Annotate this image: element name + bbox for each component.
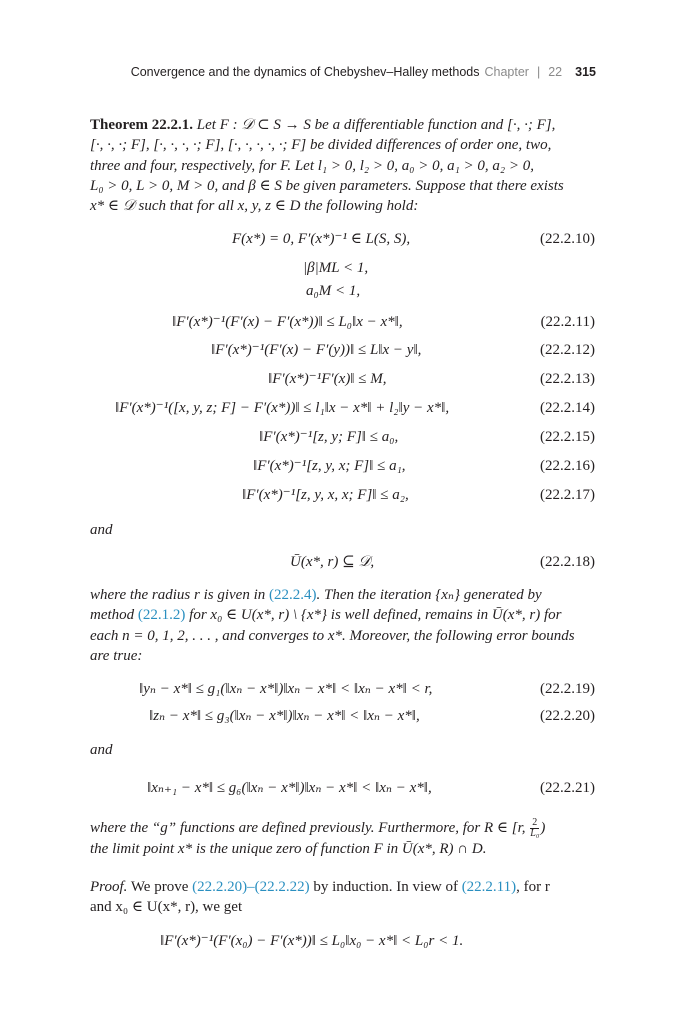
equation-22-2-13 — [90, 369, 595, 389]
ref-22-2-22[interactable]: (22.2.22) — [254, 879, 310, 895]
equation-number: (22.2.12) — [540, 342, 595, 358]
equation-22-2-21 — [90, 778, 595, 798]
equation-formula: ‖F′(x*)⁻¹(F′(x) − F′(y))‖ ≤ L‖x − y‖, — [211, 342, 422, 358]
final-line-1: where the “g” functions are defined previously. Furthermore, for R ∈ [r, $\frac{2}{\text{L₀}}$ ) — [90, 817, 546, 840]
equation-number: (22.2.17) — [540, 487, 595, 503]
equation-number: (22.2.13) — [540, 371, 595, 387]
equation-formula: ‖F′(x*)⁻¹([x, y, z; F] − F′(x*))‖ ≤ l₁‖x − x*‖ + l₂‖y − x*‖, — [115, 400, 450, 416]
equation-formula: ‖zₙ − x*‖ ≤ g₃(‖xₙ − x*‖)‖xₙ − x*‖ < ‖xₙ − x*‖, — [149, 708, 420, 724]
proof-line-2: and x₀ ∈ U(x*, r), we get — [90, 899, 243, 916]
equation-formula: ‖F′(x*)⁻¹F′(x)‖ ≤ M, — [268, 371, 387, 387]
proof-line-1: Proof. We prove (22.2.20)–(22.2.22) by induction. In view of (22.2.11), for r — [90, 879, 550, 895]
ref-22-1-2[interactable]: (22.1.2) — [137, 607, 186, 624]
equation-formula: ‖F′(x*)⁻¹(F′(x₀) − F′(x*))‖ ≤ L₀‖x₀ − x*‖ < L₀r < 1. — [160, 933, 464, 949]
equation-number: (22.2.10) — [540, 231, 595, 247]
equation-22-2-10 — [90, 229, 595, 249]
page-number: 315 — [575, 65, 596, 79]
and-connector-1: and — [90, 522, 113, 538]
equation-22-2-20 — [90, 706, 595, 726]
equation-a0-condition — [90, 281, 595, 301]
theorem-line-5: x* ∈ 𝒟 such that for all x, y, z ∈ D the following hold: — [90, 198, 419, 215]
theorem-conclusion — [90, 585, 595, 666]
proof-equation — [90, 931, 595, 951]
equation-number: (22.2.16) — [540, 458, 595, 474]
equation-number: (22.2.18) — [540, 554, 595, 570]
proof-label: Proof. — [90, 879, 128, 895]
equation-formula: ‖F′(x*)⁻¹[z, y, x; F]‖ ≤ a₁, — [253, 458, 406, 474]
ref-22-2-11[interactable]: (22.2.11) — [461, 879, 517, 895]
equation-number: (22.2.19) — [540, 681, 595, 697]
equation-22-2-19 — [90, 679, 595, 699]
equation-22-2-12 — [90, 340, 595, 360]
equation-formula: ‖xₙ₊₁ − x*‖ ≤ g₆(‖xₙ − x*‖)‖xₙ − x*‖ < ‖xₙ − x*‖, — [147, 780, 432, 796]
equation-22-2-17 — [90, 485, 595, 505]
conclusion-line-1: where the radius r is given in (22.2.4). Then the iteration {xₙ} generated by — [90, 587, 542, 603]
chapter-number: 22 — [548, 65, 563, 79]
theorem-statement — [90, 115, 595, 216]
theorem-line-1 — [90, 115, 595, 135]
equation-22-2-16 — [90, 456, 595, 476]
and-connector-2: and — [90, 742, 113, 758]
equation-number: (22.2.20) — [540, 708, 595, 724]
equation-formula: ‖yₙ − x*‖ ≤ g₁(‖xₙ − x*‖)‖xₙ − x*‖ < ‖xₙ − x*‖ < r, — [139, 681, 433, 697]
equation-formula: ‖F′(x*)⁻¹(F′(x) − F′(x*))‖ ≤ L₀‖x − x*‖, — [172, 314, 403, 330]
equation-22-2-11 — [90, 312, 595, 332]
header-separator: | — [536, 65, 541, 79]
ref-22-2-20[interactable]: (22.2.20) — [192, 879, 248, 895]
theorem-text: Let F : 𝒟 ⊂ S → S be a differentiable function and [·, ·; F], — [196, 117, 556, 133]
theorem-final-paragraph — [90, 818, 595, 859]
theorem-line-4: L₀ > 0, L > 0, M > 0, and β ∈ S be given parameters. Suppose that there exists — [90, 177, 564, 194]
running-title: Convergence and the dynamics of Chebyshev–Halley methods — [130, 65, 480, 79]
equation-beta-condition — [90, 258, 595, 278]
final-line-2: the limit point x* is the unique zero of function F in Ū(x*, R) ∩ D. — [90, 841, 487, 858]
equation-22-2-15 — [90, 427, 595, 447]
theorem-line-3: three and four, respectively, for F. Let l₁ > 0, l₂ > 0, a₀ > 0, a₁ > 0, a₂ > 0, — [90, 157, 535, 174]
equation-formula: Ū(x*, r) ⊆ 𝒟, — [290, 554, 375, 570]
conclusion-line-4: are true: — [90, 647, 143, 664]
equation-number: (22.2.21) — [540, 780, 595, 796]
chapter-label: Chapter — [484, 65, 529, 79]
equation-22-2-14 — [90, 398, 595, 418]
proof-paragraph — [90, 877, 595, 918]
running-header — [107, 65, 596, 79]
equation-formula: ‖F′(x*)⁻¹[z, y, x, x; F]‖ ≤ a₂, — [242, 487, 409, 503]
equation-number: (22.2.14) — [540, 400, 595, 416]
theorem-label: Theorem 22.2.1. — [90, 117, 194, 133]
theorem-line-2: [·, ·, ·; F], [·, ·, ·, ·; F], [·, ·, ·, ·, ·; F] be divided differences of order one, two, — [90, 137, 552, 154]
equation-number: (22.2.15) — [540, 429, 595, 445]
equation-formula: F(x*) = 0, F′(x*)⁻¹ ∈ L(S, S), — [232, 231, 411, 247]
equation-formula: ‖F′(x*)⁻¹[z, y; F]‖ ≤ a₀, — [259, 429, 399, 445]
equation-formula: |β|ML < 1, — [303, 260, 369, 276]
conclusion-line-3: each n = 0, 1, 2, . . . , and converges to x*. Moreover, the following error bounds — [90, 627, 575, 644]
equation-22-2-18 — [90, 552, 595, 572]
equation-formula: a₀M < 1, — [306, 283, 361, 299]
ref-22-2-4[interactable]: (22.2.4) — [269, 587, 317, 603]
fraction-2-over-L0: $\frac{2}{\text{L₀}}$ — [530, 817, 540, 840]
conclusion-line-2: method (22.1.2) for x₀ ∈ U(x*, r) \ {x*} is well defined, remains in Ū(x*, r) for — [90, 607, 562, 624]
equation-number: (22.2.11) — [540, 314, 595, 330]
